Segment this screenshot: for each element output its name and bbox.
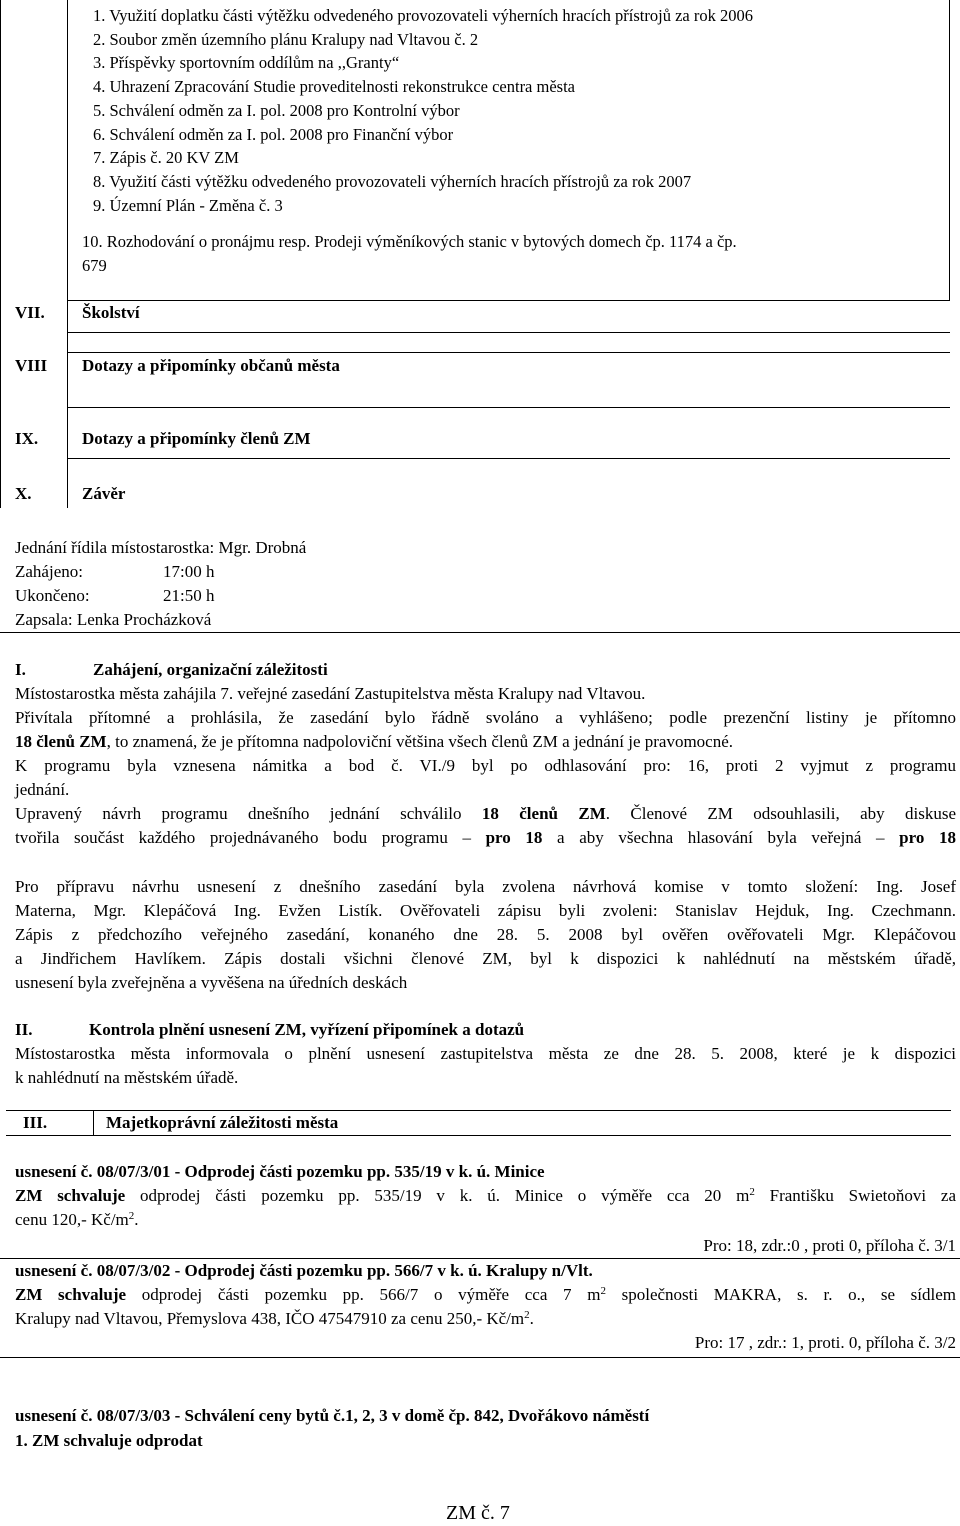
section1-text: , to znamená, že je přítomna nadpoloviční většina všech členů ZM a jednání je pravomocné.: [106, 732, 734, 751]
section-num-x: X.: [15, 484, 32, 503]
agenda-row-line: [67, 458, 950, 459]
resolution-heading: usnesení č. 08/07/3/01 - Odprodej části pozemku pp. 535/19 v k. ú. Minice: [15, 1162, 545, 1181]
members-count: 18 členů ZM: [15, 732, 107, 751]
resolution-text: Františku Swietoňovi za: [754, 1186, 957, 1205]
resolution-vote: Pro: 17 , zdr.: 1, proti. 0, příloha č. 3/2: [694, 1333, 956, 1352]
section3-box-divider: [93, 1110, 94, 1136]
section2-line: k nahlédnutí na městském úřadě.: [15, 1068, 239, 1087]
section3-num: III.: [23, 1113, 48, 1132]
section1-text: . Členové ZM odsouhlasili, aby diskuse: [605, 804, 957, 823]
agenda-item: 9. Územní Plán - Změna č. 3: [93, 195, 283, 215]
resolution-line: [15, 1285, 956, 1305]
meeting-ended-label: Ukončeno:: [15, 586, 90, 605]
resolution-text: odprodej části pozemku pp. 566/7 o výměře cca 7 m: [126, 1285, 601, 1304]
meeting-started-time: 17:00 h: [163, 562, 215, 581]
resolution-line: [15, 1210, 139, 1230]
section2-num: II.: [15, 1020, 33, 1039]
vote-count: pro 18: [485, 828, 543, 847]
section1-title: Zahájení, organizační záležitosti: [93, 660, 328, 679]
resolution-text: cenu 120,- Kč/m: [15, 1210, 129, 1229]
section1-line: Místostarostka města zahájila 7. veřejné zasedání Zastupitelstva města Kralupy nad Vltavou.: [15, 684, 646, 703]
agenda-row-line: [67, 300, 950, 301]
agenda-item: 3. Příspěvky sportovním oddílům na ,,Granty“: [93, 53, 400, 73]
resolution-approves: ZM schvaluje: [15, 1186, 126, 1205]
agenda-right-border: [949, 0, 950, 300]
meeting-started-label: Zahájeno:: [15, 562, 83, 581]
agenda-item: 1. Využití doplatku části výtěžku odvedeného provozovateli výherních hracích přístrojů za rok 2006: [93, 6, 753, 25]
divider: [0, 1258, 960, 1259]
agenda-list: [93, 4, 753, 217]
section-num-viii: VIII: [15, 356, 48, 375]
agenda-item: 6. Schválení odměn za I. pol. 2008 pro Finanční výbor: [93, 124, 454, 144]
resolution-text: .: [529, 1309, 534, 1328]
section1-text: Upravený návrh programu dnešního jednání schválilo: [15, 804, 482, 823]
divider: [0, 1357, 960, 1358]
resolution-sup: 2: [749, 1186, 755, 1198]
section1-num: I.: [15, 660, 26, 679]
section-title-ix: Dotazy a připomínky členů ZM: [82, 429, 311, 448]
resolution-line: [15, 1186, 956, 1206]
resolution-vote: Pro: 18, zdr.:0 , proti 0, příloha č. 3/1: [703, 1236, 956, 1255]
section1-line: Přivítala přítomné a prohlásila, že zasedání bylo řádně svoláno a vyhlášeno; podle prezenční listiny je přítomno: [15, 708, 956, 727]
agenda-item: 2. Soubor změn územního plánu Kralupy nad Vltavou č. 2: [93, 29, 479, 49]
agenda-item: 4. Uhrazení Zpracování Studie proveditelnosti rekonstrukce centra města: [93, 77, 575, 97]
meeting-chair: Jednání řídila místostarostka: Mgr. Drobná: [15, 538, 307, 557]
agenda-row-line: [67, 332, 950, 333]
resolution-heading: usnesení č. 08/07/3/03 - Schválení ceny bytů č.1, 2, 3 v domě čp. 842, Dvořákovo náměstí: [15, 1406, 650, 1425]
section3-title: Majetkoprávní záležitosti města: [106, 1113, 339, 1132]
resolution-text: Kralupy nad Vltavou, Přemyslova 438, IČO 47547910 za cenu 250,- Kč/m: [15, 1309, 525, 1328]
section1-line: [15, 828, 956, 848]
vote-count: pro 18: [899, 828, 956, 847]
agenda-item: 7. Zápis č. 20 KV ZM: [93, 148, 239, 168]
section1-line: [15, 804, 956, 824]
section1-line: jednání.: [15, 780, 70, 799]
section1-para2-line: usnesení byla zveřejněna a vyvěšena na úředních deskách: [15, 973, 408, 992]
agenda-item: 8. Využití části výtěžku odvedeného provozovateli výherních hracích přístrojů za rok 2007: [93, 171, 692, 191]
agenda-row-line: [67, 407, 950, 408]
agenda-item-10-line2: 679: [82, 256, 107, 275]
resolution-line: [15, 1309, 534, 1329]
section2-title: Kontrola plnění usnesení ZM, vyřízení připomínek a dotazů: [89, 1020, 525, 1039]
resolution-heading: usnesení č. 08/07/3/02 - Odprodej části pozemku pp. 566/7 v k. ú. Kralupy n/Vlt.: [15, 1261, 593, 1280]
members-count: 18 členů ZM: [481, 804, 606, 823]
agenda-item: 5. Schválení odměn za I. pol. 2008 pro Kontrolní výbor: [93, 100, 460, 120]
page-number: ZM č. 7: [446, 1502, 510, 1524]
resolution-text: společnosti MAKRA, s. r. o., se sídlem: [605, 1285, 956, 1304]
section1-para2-line: Pro přípravu návrhu usnesení z dnešního zasedání byla zvolena návrhová komise v tomto složení: Ing. Josef: [15, 877, 956, 896]
agenda-left-border: [0, 0, 1, 508]
section-title-x: Závěr: [82, 484, 126, 503]
resolution-approves: ZM schvaluje: [15, 1285, 127, 1304]
section1-line: K programu byla vznesena námitka a bod č. VI./9 byl po odhlasování pro: 16, proti 2 vyjmut z programu: [15, 756, 956, 775]
section2-line: Místostarostka města informovala o plnění usnesení zastupitelstva města ze dne 28. 5. 2008, které je k dispozici: [15, 1044, 956, 1063]
section1-para2-line: Materna, Mgr. Klepáčová Ing. Evžen Listík. Ověřovateli zápisu byli zvoleni: Stanislav Hejduk, Ing. Czechmann.: [15, 901, 956, 920]
agenda-col-divider: [67, 0, 68, 508]
section-title-viii: Dotazy a připomínky občanů města: [82, 356, 340, 375]
meeting-recorded: Zapsala: Lenka Procházková: [15, 610, 212, 629]
resolution-text: .: [134, 1210, 139, 1229]
section1-para2-line: a Jindřichem Havlíkem. Zápis dostali všichni členové ZM, byl k dispozici k nahlédnutí na městském úřadě,: [15, 949, 956, 968]
resolution-sup: 2: [600, 1285, 606, 1297]
section1-text: a aby všechna hlasování byla veřejná –: [542, 828, 900, 847]
section1-line: [15, 732, 733, 752]
resolution-sup: 2: [128, 1210, 135, 1222]
section-num-vii: VII.: [15, 303, 45, 322]
resolution-sup: 2: [524, 1309, 530, 1321]
section1-text: tvořila součást každého projednávaného bodu programu –: [15, 828, 486, 847]
section-title-vii: Školství: [82, 303, 140, 322]
section1-para2-line: Zápis z předchozího veřejného zasedání, konaného dne 28. 5. 2008 byl ověřen ověřovateli Mgr. Klepáčovou: [15, 925, 956, 944]
resolution-sub: 1. ZM schvaluje odprodat: [15, 1431, 203, 1450]
divider: [0, 632, 960, 633]
resolution-text: odprodej části pozemku pp. 535/19 v k. ú. Minice o výměře cca 20 m: [125, 1186, 750, 1205]
section-num-ix: IX.: [15, 429, 39, 448]
meeting-ended-time: 21:50 h: [163, 586, 215, 605]
agenda-row-line: [67, 352, 950, 353]
agenda-item-10-line1: 10. Rozhodování o pronájmu resp. Prodeji výměníkových stanic v bytových domech čp. 1174 a čp.: [82, 232, 737, 251]
